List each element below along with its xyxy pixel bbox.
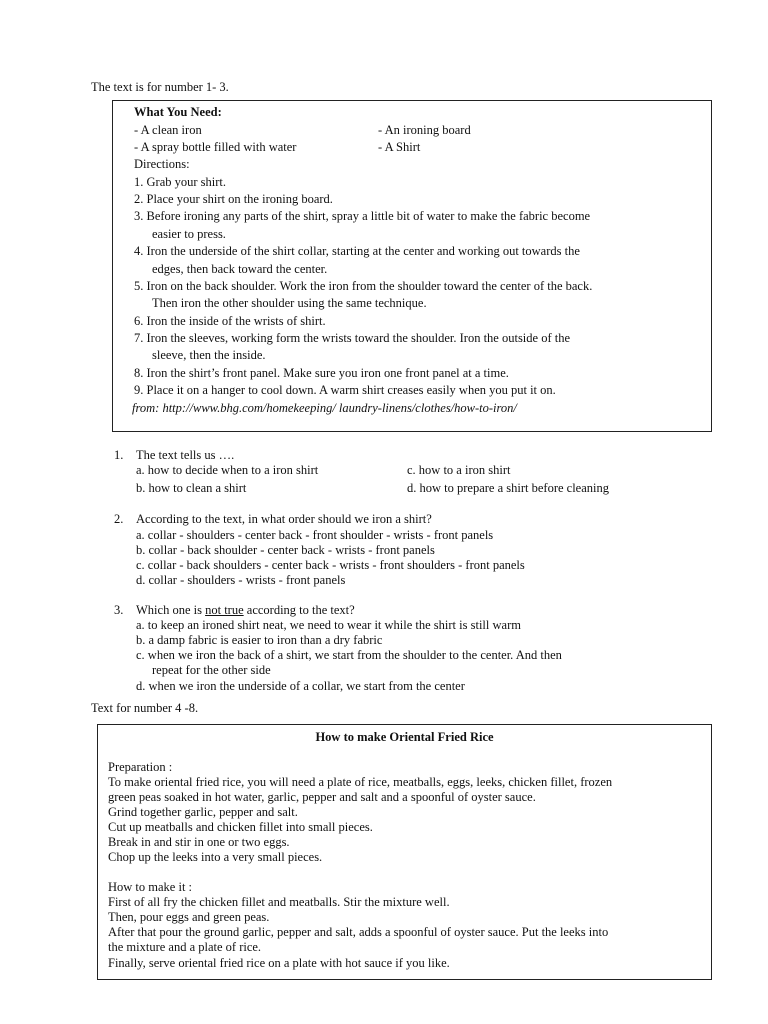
answer-option: c. when we iron the back of a shirt, we start from the shoulder to the center. And then <box>136 648 562 662</box>
answer-option: b. how to clean a shirt <box>136 481 247 495</box>
direction-step: 9. Place it on a hanger to cool down. A warm shirt creases easily when you put it on. <box>134 383 556 397</box>
answer-option: d. how to prepare a shirt before cleaning <box>407 481 610 495</box>
preparation-line: Break in and stir in one or two eggs. <box>108 835 290 849</box>
need-item: - A Shirt <box>378 140 421 154</box>
what-you-need-heading: What You Need: <box>134 105 222 119</box>
direction-step-continued: edges, then back toward the center. <box>152 262 328 276</box>
direction-step: 6. Iron the inside of the wrists of shirt. <box>134 314 326 328</box>
direction-step: 4. Iron the underside of the shirt collar, starting at the center and working out towards the <box>134 244 580 258</box>
answer-option: a. to keep an ironed shirt neat, we need to wear it while the shirt is still warm <box>136 618 521 632</box>
need-item: - An ironing board <box>378 123 471 137</box>
direction-step: 3. Before ironing any parts of the shirt, spray a little bit of water to make the fabric become <box>134 209 591 223</box>
how-to-make-line: Then, pour eggs and green peas. <box>108 910 270 924</box>
question-text <box>136 602 355 618</box>
not-true-underlined: not true <box>205 603 244 617</box>
need-item: - A clean iron <box>134 123 202 137</box>
answer-option: d. collar - shoulders - wrists - front panels <box>136 573 346 587</box>
how-to-make-line: After that pour the ground garlic, pepper and salt, adds a spoonful of oyster sauce. Put the leeks into <box>108 925 609 939</box>
directions-label: Directions: <box>134 157 190 171</box>
answer-option: a. collar - shoulders - center back - front shoulder - wrists - front panels <box>136 528 494 542</box>
direction-step: 2. Place your shirt on the ironing board. <box>134 192 333 206</box>
need-item: - A spray bottle filled with water <box>134 140 297 154</box>
direction-step-continued: easier to press. <box>152 227 226 241</box>
answer-option: b. a damp fabric is easier to iron than a dry fabric <box>136 633 383 647</box>
question-text: According to the text, in what order should we iron a shirt? <box>136 512 432 526</box>
answer-option: b. collar - back shoulder - center back - wrists - front panels <box>136 543 435 557</box>
preparation-line: Grind together garlic, pepper and salt. <box>108 805 298 819</box>
direction-step-continued: sleeve, then the inside. <box>152 348 266 362</box>
answer-option: c. how to a iron shirt <box>407 463 511 477</box>
preparation-line: Chop up the leeks into a very small pieces. <box>108 850 323 864</box>
intro-text-2: Text for number 4 -8. <box>91 701 199 715</box>
intro-text-1: The text is for number 1- 3. <box>91 80 229 94</box>
question-text-part: Which one is <box>136 603 206 617</box>
question-number: 3. <box>114 603 124 617</box>
preparation-line: To make oriental fried rice, you will need a plate of rice, meatballs, eggs, leeks, chicken fillet, frozen <box>108 775 613 789</box>
direction-step: 8. Iron the shirt’s front panel. Make sure you iron one front panel at a time. <box>134 366 509 380</box>
direction-step: 1. Grab your shirt. <box>134 175 226 189</box>
preparation-line: Cut up meatballs and chicken fillet into small pieces. <box>108 820 373 834</box>
how-to-make-label: How to make it : <box>108 880 193 894</box>
preparation-line: green peas soaked in hot water, garlic, pepper and salt and a spoonful of oyster sauce. <box>108 790 536 804</box>
answer-option-continued: repeat for the other side <box>152 663 271 677</box>
question-text-part: according to the text? <box>243 603 355 617</box>
question-text: The text tells us …. <box>136 448 235 462</box>
direction-step: 7. Iron the sleeves, working form the wrists toward the shoulder. Iron the outside of the <box>134 331 571 345</box>
how-to-make-line: First of all fry the chicken fillet and meatballs. Stir the mixture well. <box>108 895 450 909</box>
answer-option: a. how to decide when to a iron shirt <box>136 463 319 477</box>
preparation-label: Preparation : <box>108 760 173 774</box>
how-to-make-line: Finally, serve oriental fried rice on a plate with hot sauce if you like. <box>108 956 450 970</box>
direction-step: 5. Iron on the back shoulder. Work the iron from the shoulder toward the center of the back. <box>134 279 593 293</box>
source-citation: from: http://www.bhg.com/homekeeping/ laundry-linens/clothes/how-to-iron/ <box>132 401 517 415</box>
question-number: 2. <box>114 512 124 526</box>
recipe-title: How to make Oriental Fried Rice <box>315 730 494 744</box>
direction-step-continued: Then iron the other shoulder using the same technique. <box>152 296 427 310</box>
question-number: 1. <box>114 448 124 462</box>
answer-option: c. collar - back shoulders - center back - wrists - front shoulders - front panels <box>136 558 525 572</box>
how-to-make-line: the mixture and a plate of rice. <box>108 940 262 954</box>
answer-option: d. when we iron the underside of a collar, we start from the center <box>136 679 465 693</box>
